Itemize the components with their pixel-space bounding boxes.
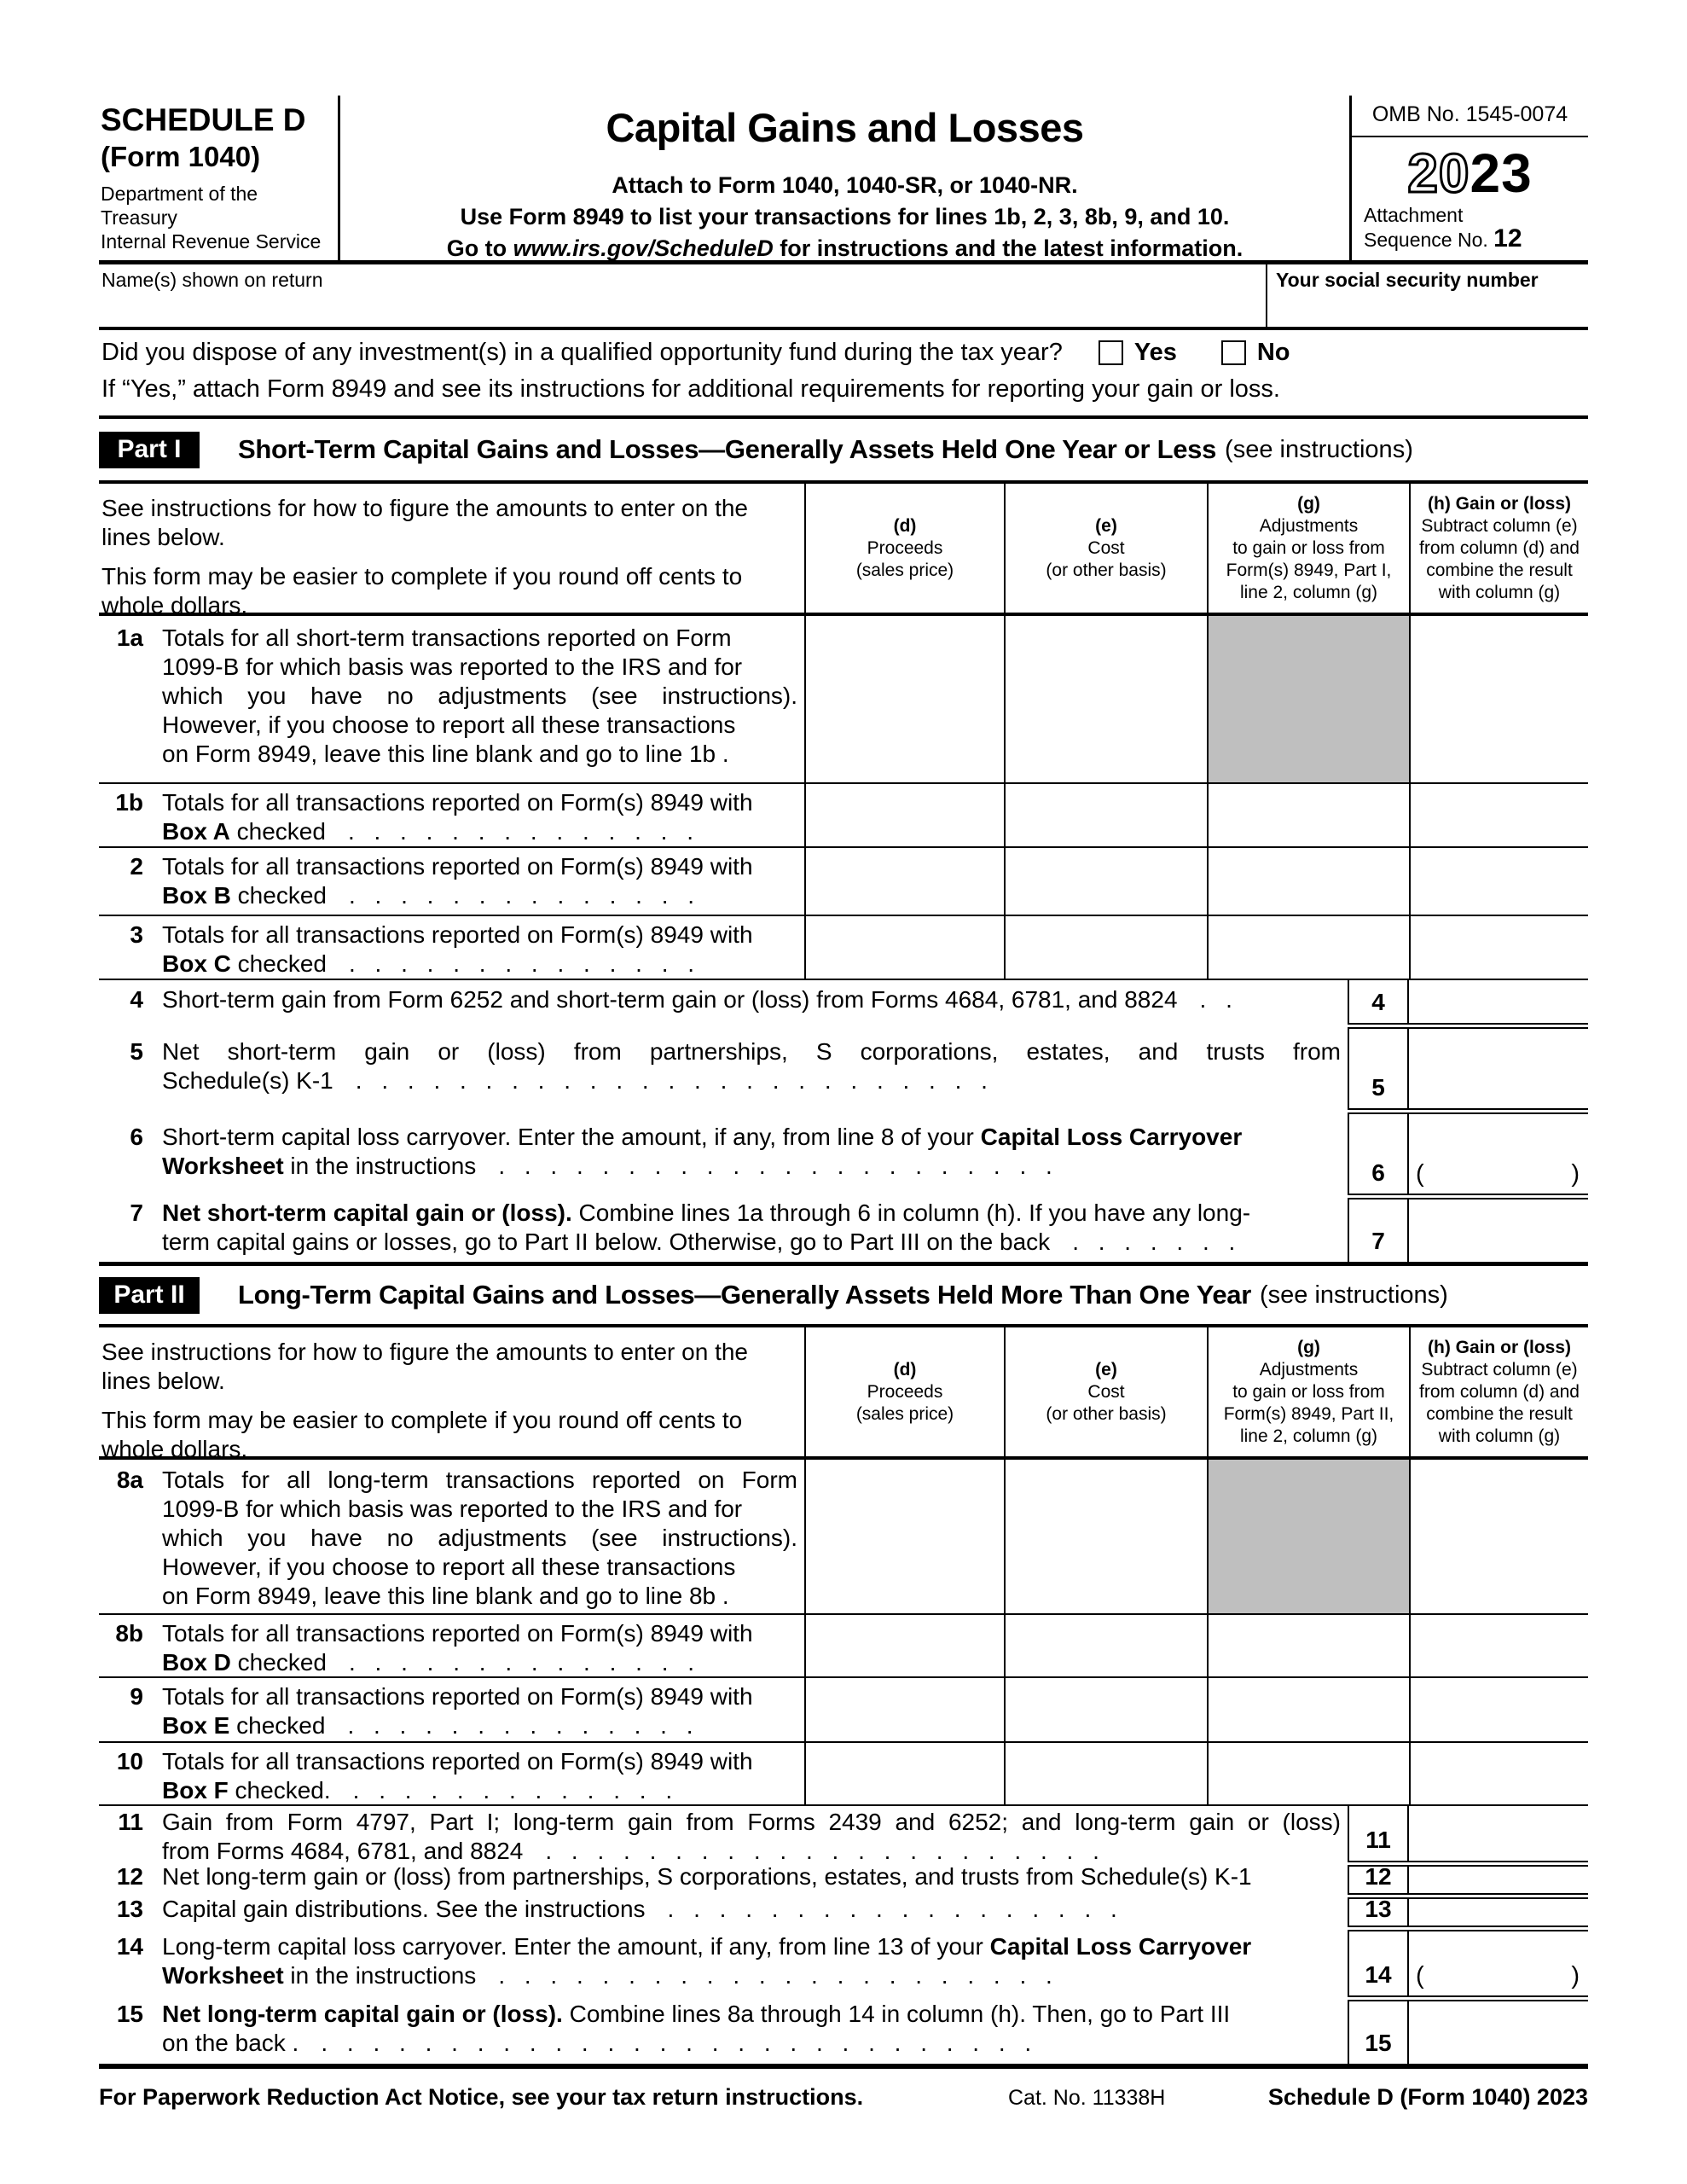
- part1-intro-text: [99, 484, 804, 619]
- line-number-2: 2: [130, 853, 143, 880]
- agency-label: [101, 182, 331, 253]
- part2-summary-rows: [99, 1804, 1588, 2069]
- header-right-block: [1349, 96, 1588, 260]
- cell-10-proceeds[interactable]: [804, 1743, 1004, 1804]
- row-11: [99, 1806, 1588, 1864]
- cell-1a-adjustments-shaded: [1207, 616, 1409, 782]
- part2-column-header-row: [99, 1327, 1588, 1460]
- part2-see-instructions: (see instructions): [1260, 1281, 1448, 1309]
- row-5-text: Net short-term gain or (loss) from partnerships, S corporations, estates, and trusts from Schedule(s) K-1 . . . . . . . . . . . . . . . . . . . . . . . . .: [162, 1038, 1341, 1094]
- part1-title: Short-Term Capital Gains and Losses—Generally Assets Held One Year or Less: [238, 434, 1217, 464]
- ssn-label: Your social security number: [1276, 269, 1539, 291]
- amount-6-loss[interactable]: [1409, 1114, 1588, 1194]
- cell-2-adjustments[interactable]: [1207, 848, 1409, 915]
- part2-title: Long-Term Capital Gains and Losses—Generally Assets Held More Than One Year: [238, 1280, 1251, 1310]
- paperwork-notice: For Paperwork Reduction Act Notice, see your tax return instructions.: [99, 2084, 864, 2110]
- row-15-text: Net long-term capital gain or (loss). Combine lines 8a through 14 in column (h). Then, go to Part III on the back . . . . . . . . . . . . . . . . . . . . . . . . . . . . .: [162, 2001, 1231, 2056]
- cell-9-proceeds[interactable]: [804, 1678, 1004, 1741]
- row-10: [99, 1741, 1588, 1804]
- row-12-text: Net long-term gain or (loss) from partnerships, S corporations, estates, and trusts from Schedule(s) K-1: [162, 1863, 1252, 1890]
- line-number-15: 15: [116, 2001, 143, 2027]
- dot-leader: . . . . . . . . . . . . . .: [347, 1712, 693, 1739]
- line-number-9: 9: [130, 1683, 143, 1710]
- line-number-8a: 8a: [116, 1467, 143, 1493]
- line-number-13: 13: [116, 1896, 143, 1922]
- part1-summary-rows: [99, 979, 1588, 1266]
- row-4-text: Short-term gain from Form 6252 and short-term gain or (loss) from Forms 4684, 6781, and 8824 . .: [162, 986, 1232, 1013]
- amount-5[interactable]: [1409, 1029, 1588, 1108]
- amount-13[interactable]: [1409, 1899, 1588, 1926]
- use-form-instruction: Use Form 8949 to list your transactions for lines 1b, 2, 3, 8b, 9, and 10.: [460, 204, 1230, 229]
- line-number-14: 14: [116, 1933, 143, 1960]
- attachment-sequence: [1352, 204, 1588, 260]
- cell-10-cost[interactable]: [1004, 1743, 1207, 1804]
- row-4: [99, 980, 1588, 1023]
- row-6-text: Short-term capital loss carryover. Enter the amount, if any, from line 8 of your Capital Loss Carryover Worksheet in the instructions . . . . . . . . . . . . . . . . . . . . . .: [162, 1124, 1243, 1179]
- line-13-box: 13: [1348, 1899, 1409, 1926]
- cell-3-cost[interactable]: [1004, 916, 1207, 979]
- column-header-h: (h) Gain or (loss) Subtract column (e) from column (d) and combine the result with column (g): [1409, 484, 1588, 613]
- form-footer: [99, 2084, 1588, 2122]
- goto-post: for instructions and the latest information.: [773, 235, 1244, 261]
- column-header-e: (e) Cost (or other basis): [1004, 484, 1207, 613]
- part2-label: Part II: [99, 1277, 200, 1314]
- row-9-text: Totals for all transactions reported on Form(s) 8949 with Box E checked . . . . . . . . . . . . . .: [162, 1683, 753, 1739]
- cell-8a-gain[interactable]: [1409, 1460, 1588, 1613]
- dot-leader: . . . . . . . . . . . . . . . . . . . . . . . . .: [355, 1067, 988, 1094]
- column-header-g: (g) Adjustments to gain or loss from Form(s) 8949, Part II, line 2, column (g): [1207, 1327, 1409, 1456]
- row-8b: [99, 1613, 1588, 1676]
- row-6: [99, 1108, 1588, 1194]
- sequence-label: Sequence No.: [1364, 229, 1494, 251]
- part1-label: Part I: [99, 432, 200, 468]
- line-number-7: 7: [130, 1199, 143, 1226]
- cell-1b-gain[interactable]: [1409, 784, 1588, 846]
- line-15-box: 15: [1348, 2001, 1409, 2064]
- attach-instruction: Attach to Form 1040, 1040-SR, or 1040-NR.: [612, 172, 1078, 198]
- question-section: [99, 330, 1588, 419]
- cell-8a-cost[interactable]: [1004, 1460, 1207, 1613]
- opportunity-fund-question: Did you dispose of any investment(s) in a qualified opportunity fund during the tax year?: [101, 339, 1063, 366]
- part1-header-bar: [99, 419, 1588, 480]
- line-number-10: 10: [116, 1748, 143, 1774]
- column-header-d: (d) Proceeds (sales price): [804, 484, 1004, 613]
- header-center-block: [340, 96, 1349, 260]
- cell-8b-proceeds[interactable]: [804, 1615, 1004, 1676]
- ssn-field[interactable]: [1266, 264, 1588, 327]
- cell-8b-adjustments[interactable]: [1207, 1615, 1409, 1676]
- dot-leader: . . . . . . . . . . . . . . . . . . . . . .: [498, 1962, 1052, 1989]
- column-header-g: (g) Adjustments to gain or loss from Form(s) 8949, Part I, line 2, column (g): [1207, 484, 1409, 613]
- line-6-box: 6: [1348, 1114, 1409, 1194]
- part2-intro-text: [99, 1327, 804, 1462]
- part2-table: [99, 1324, 1588, 1804]
- paren-open: (: [1416, 1962, 1424, 1989]
- intro-paragraph-1: See instructions for how to figure the amounts to enter on the lines below.: [101, 495, 748, 550]
- cell-8b-gain[interactable]: [1409, 1615, 1588, 1676]
- line-number-1a: 1a: [116, 624, 143, 651]
- dot-leader: . . . . . . . . . . . . . . . . . . . . . . . . . . . .: [321, 2030, 1032, 2056]
- cell-3-adjustments[interactable]: [1207, 916, 1409, 979]
- agency-line-2: Internal Revenue Service: [101, 230, 322, 253]
- paren-close: ): [1571, 1160, 1580, 1188]
- part1-table: [99, 480, 1588, 979]
- cell-1b-proceeds[interactable]: [804, 784, 1004, 846]
- sequence-number: 12: [1493, 224, 1522, 253]
- amount-14-loss[interactable]: [1409, 1931, 1588, 1995]
- row-9: [99, 1676, 1588, 1741]
- year-outline-digits: 20: [1407, 142, 1470, 204]
- intro-paragraph-2: This form may be easier to complete if you round off cents to whole dollars.: [101, 1407, 743, 1462]
- line-number-12: 12: [116, 1863, 143, 1890]
- dot-leader: . . . . . . . . . . . . . .: [348, 950, 695, 977]
- line-number-6: 6: [130, 1124, 143, 1150]
- cell-1b-adjustments[interactable]: [1207, 784, 1409, 846]
- name-field[interactable]: [99, 264, 1266, 327]
- line-number-8b: 8b: [115, 1620, 143, 1647]
- intro-paragraph-1: See instructions for how to figure the amounts to enter on the lines below.: [101, 1339, 748, 1394]
- dot-leader: . . . . . . .: [1072, 1228, 1236, 1255]
- row-7: [99, 1194, 1588, 1262]
- amount-4[interactable]: [1409, 980, 1588, 1023]
- line-5-box: 5: [1348, 1029, 1409, 1108]
- schedule-label: SCHEDULE D: [101, 102, 306, 137]
- amount-15[interactable]: [1409, 2001, 1588, 2064]
- line-12-box: 12: [1348, 1867, 1409, 1893]
- row-13: [99, 1893, 1588, 1926]
- line-number-5: 5: [130, 1038, 143, 1065]
- column-header-d: (d) Proceeds (sales price): [804, 1327, 1004, 1456]
- row-3-text: Totals for all transactions reported on Form(s) 8949 with Box C checked . . . . . . . . . . . . . .: [162, 921, 753, 977]
- row-10-text: Totals for all transactions reported on Form(s) 8949 with Box F checked. . . . . . . . . . . . . .: [162, 1748, 753, 1804]
- row-15: [99, 1995, 1588, 2064]
- agency-line-1: Department of the Treasury: [101, 183, 258, 229]
- column-header-e: (e) Cost (or other basis): [1004, 1327, 1207, 1456]
- header-left-block: [99, 96, 340, 260]
- irs-url-link[interactable]: www.irs.gov/ScheduleD: [513, 235, 774, 261]
- row-12: [99, 1861, 1588, 1893]
- cell-8a-proceeds[interactable]: [804, 1460, 1004, 1613]
- cell-1a-cost[interactable]: [1004, 616, 1207, 782]
- attachment-label: Attachment: [1364, 204, 1464, 226]
- question-note: If “Yes,” attach Form 8949 and see its instructions for additional requirements for reporting your gain or loss.: [101, 375, 1280, 403]
- row-13-text: Capital gain distributions. See the instructions . . . . . . . . . . . . . . . . . .: [162, 1896, 1117, 1922]
- name-label: Name(s) shown on return: [101, 269, 323, 291]
- row-14-text: Long-term capital loss carryover. Enter the amount, if any, from line 13 of your Capital Loss Carryover Worksheet in the instructions . . . . . . . . . . . . . . . . . . . . . .: [162, 1933, 1252, 1989]
- row-1b-text: Totals for all transactions reported on Form(s) 8949 with Box A checked . . . . . . . . . . . . . .: [162, 789, 753, 845]
- schedule-d-form: [99, 96, 1588, 2122]
- dot-leader: . . . . . . . . . . . . . .: [348, 882, 695, 909]
- cell-1a-gain[interactable]: [1409, 616, 1588, 782]
- form-header: [99, 96, 1588, 264]
- cell-8a-adjustments-shaded: [1207, 1460, 1409, 1613]
- catalog-number: Cat. No. 11338H: [1008, 2086, 1166, 2110]
- omb-number: OMB No. 1545-0074: [1352, 96, 1588, 137]
- row-11-text: Gain from Form 4797, Part I; long-term gain from Forms 2439 and 6252; and long-term gain or (loss) from Forms 4684, 6781, and 8824 . . . . . . . . . . . . . . . . . . . . . .: [162, 1809, 1341, 1864]
- row-8a-text: Totals for all long-term transactions reported on Form 1099-B for which basis was reported to the IRS and for which you have no adjustments (see instructions). However, if you choose to report all these transactions on Form 8949, leave this line blank and go to line 8b .: [162, 1467, 797, 1609]
- cell-2-proceeds[interactable]: [804, 848, 1004, 915]
- no-label: No: [1256, 339, 1290, 366]
- cell-9-adjustments[interactable]: [1207, 1678, 1409, 1741]
- paren-close: ): [1571, 1962, 1580, 1989]
- cell-2-cost[interactable]: [1004, 848, 1207, 915]
- cell-3-proceeds[interactable]: [804, 916, 1004, 979]
- line-14-box: 14: [1348, 1931, 1409, 1995]
- column-header-h: (h) Gain or (loss) Subtract column (e) from column (d) and combine the result with column (g): [1409, 1327, 1588, 1456]
- paren-open: (: [1416, 1160, 1424, 1188]
- cell-10-adjustments[interactable]: [1207, 1743, 1409, 1804]
- dot-leader: . . . . . . . . . . . . . . . . . .: [667, 1896, 1117, 1922]
- dot-leader: . .: [1199, 986, 1232, 1013]
- form-title: Capital Gains and Losses: [606, 105, 1084, 150]
- row-8a: [99, 1460, 1588, 1613]
- row-8b-text: Totals for all transactions reported on Form(s) 8949 with Box D checked . . . . . . . . . . . . . .: [162, 1620, 753, 1676]
- cell-10-gain[interactable]: [1409, 1743, 1588, 1804]
- line-number-3: 3: [130, 921, 143, 948]
- cell-2-gain[interactable]: [1409, 848, 1588, 915]
- row-3: [99, 915, 1588, 979]
- cell-8b-cost[interactable]: [1004, 1615, 1207, 1676]
- yes-label: Yes: [1133, 339, 1177, 366]
- row-2-text: Totals for all transactions reported on Form(s) 8949 with Box B checked . . . . . . . . . . . . . .: [162, 853, 753, 909]
- line-number-11: 11: [118, 1809, 143, 1835]
- dot-leader: . . . . . . . . . . . . . . . . . . . . . .: [545, 1838, 1099, 1864]
- amount-12[interactable]: [1409, 1867, 1588, 1893]
- part1-see-instructions: (see instructions): [1225, 435, 1413, 463]
- cell-9-cost[interactable]: [1004, 1678, 1207, 1741]
- row-14: [99, 1926, 1588, 1995]
- line-4-box: 4: [1348, 980, 1409, 1023]
- row-5: [99, 1023, 1588, 1108]
- line-11-box: 11: [1348, 1806, 1409, 1861]
- amount-11[interactable]: [1409, 1806, 1588, 1861]
- part1-column-header-row: [99, 484, 1588, 619]
- cell-3-gain[interactable]: [1409, 916, 1588, 979]
- line-number-1b: 1b: [115, 789, 143, 816]
- cell-1a-proceeds[interactable]: [804, 616, 1004, 782]
- row-1a: [99, 616, 1588, 782]
- dot-leader: . . . . . . . . . . . . . .: [348, 1649, 695, 1676]
- form-footer-id: Schedule D (Form 1040) 2023: [1267, 2084, 1588, 2110]
- yes-checkbox[interactable]: [1099, 340, 1123, 365]
- line-7-box: 7: [1348, 1199, 1409, 1262]
- dot-leader: . . . . . . . . . . . . . .: [347, 818, 693, 845]
- cell-1b-cost[interactable]: [1004, 784, 1207, 846]
- line-number-4: 4: [130, 986, 143, 1013]
- row-1b: [99, 782, 1588, 846]
- no-checkbox[interactable]: [1221, 340, 1246, 365]
- tax-year: [1352, 137, 1588, 204]
- amount-7[interactable]: [1409, 1199, 1588, 1262]
- row-2: [99, 846, 1588, 915]
- year-solid-digits: 23: [1470, 142, 1533, 204]
- form-number-label: (Form 1040): [101, 140, 261, 172]
- identity-row: [99, 264, 1588, 330]
- dot-leader: . . . . . . . . . . . . . . . . . . . . . .: [498, 1153, 1052, 1179]
- cell-9-gain[interactable]: [1409, 1678, 1588, 1741]
- dot-leader: . . . . . . . . . . . . .: [352, 1777, 673, 1804]
- intro-paragraph-2: This form may be easier to complete if you round off cents to whole dollars.: [101, 563, 743, 619]
- goto-pre: Go to: [446, 235, 513, 261]
- row-1a-text: Totals for all short-term transactions reported on Form 1099-B for which basis was reported to the IRS and for which you have no adjustments (see instructions). However, if you choose to report all these transactions on Form 8949, leave this line blank and go to line 1b .: [162, 624, 797, 767]
- row-7-text: Net short-term capital gain or (loss). Combine lines 1a through 6 in column (h). If you have any long- term capital gains or losses, go to Part II below. Otherwise, go to Part III on the back . . . . . . .: [162, 1199, 1251, 1255]
- part2-header-bar: [99, 1266, 1588, 1324]
- goto-instruction: [447, 233, 1244, 264]
